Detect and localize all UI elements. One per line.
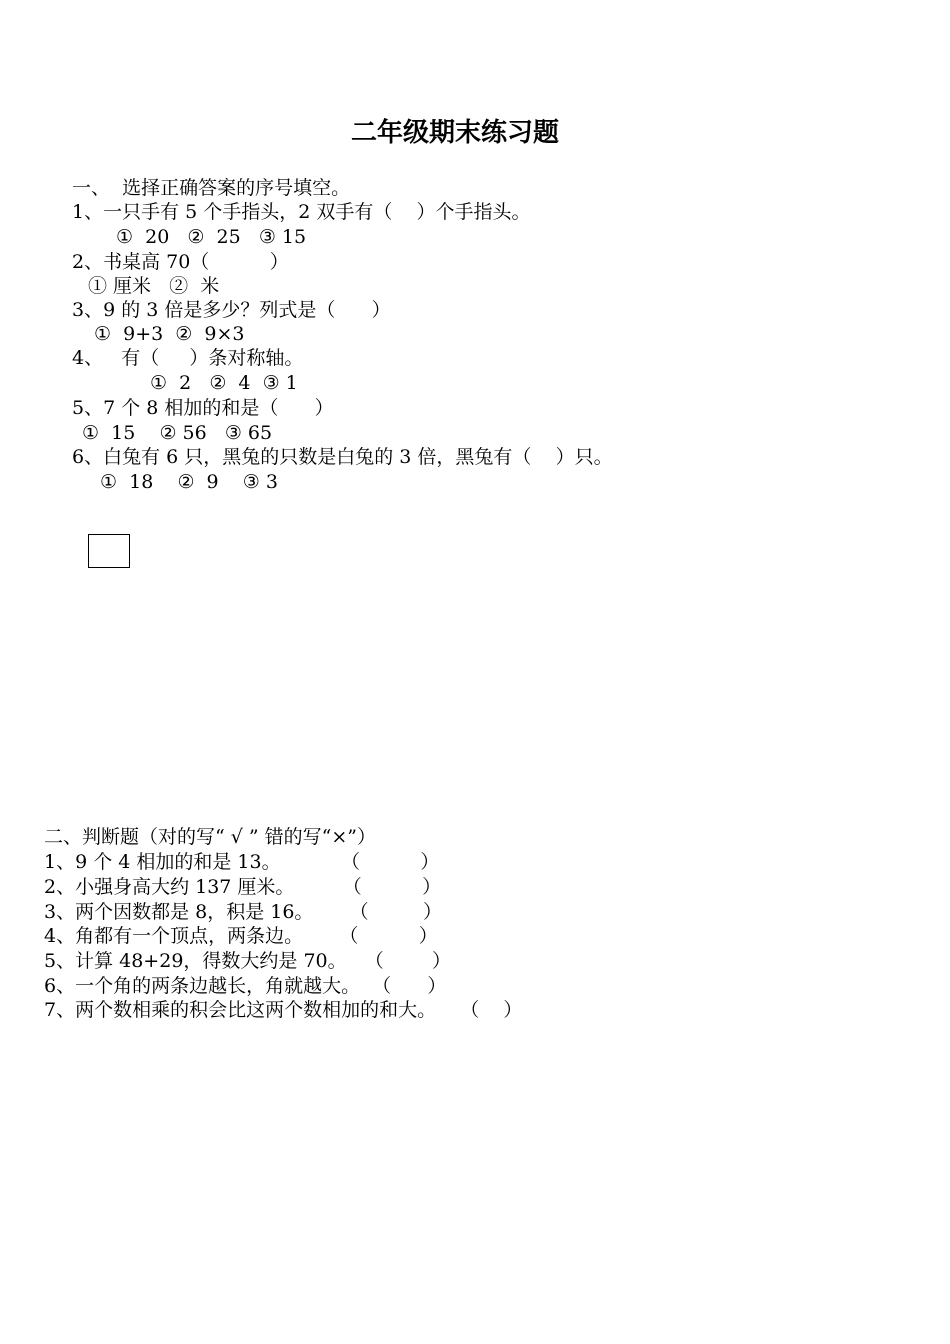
question-6: 6、白兔有 6 只，黑兔的只数是白兔的 3 倍，黑兔有（ ）只。 [72, 446, 613, 468]
judge-3: 3、两个因数都是 8，积是 16。 （ ） [44, 901, 443, 923]
question-2-options: ① 厘米 ② 米 [88, 275, 220, 297]
question-5-options: ① 15 ② 56 ③ 65 [82, 422, 273, 444]
section2-heading: 二、判断题（对的写“ √ ” 错的写“×”） [44, 826, 376, 848]
judge-7: 7、两个数相乘的积会比这两个数相加的和大。 （ ） [44, 999, 523, 1021]
square-figure [88, 534, 130, 568]
question-1-options: ① 20 ② 25 ③ 15 [116, 226, 307, 248]
judge-2: 2、小强身高大约 137 厘米。 （ ） [44, 876, 442, 898]
judge-5: 5、计算 48+29，得数大约是 70。 （ ） [44, 950, 452, 972]
section1-heading: 一、 选择正确答案的序号填空。 [72, 177, 351, 199]
page-title: 二年级期末练习题 [350, 118, 559, 148]
question-3-options: ① 9+3 ② 9×3 [94, 323, 245, 345]
question-2: 2、书桌高 70（ ） [72, 251, 289, 273]
question-6-options: ① 18 ② 9 ③ 3 [100, 471, 278, 493]
question-4: 4、 有（ ）条对称轴。 [72, 347, 304, 369]
question-5: 5、7 个 8 相加的和是（ ） [72, 397, 334, 419]
judge-1: 1、9 个 4 相加的和是 13。 （ ） [44, 851, 440, 873]
question-4-options: ① 2 ② 4 ③ 1 [150, 372, 298, 394]
judge-4: 4、角都有一个顶点，两条边。 （ ） [44, 925, 438, 947]
judge-6: 6、一个角的两条边越长，角就越大。 （ ） [44, 975, 447, 997]
question-3: 3、9 的 3 倍是多少？列式是（ ） [72, 299, 391, 321]
question-1: 1、一只手有 5 个手指头，2 双手有（ ）个手指头。 [72, 201, 531, 223]
